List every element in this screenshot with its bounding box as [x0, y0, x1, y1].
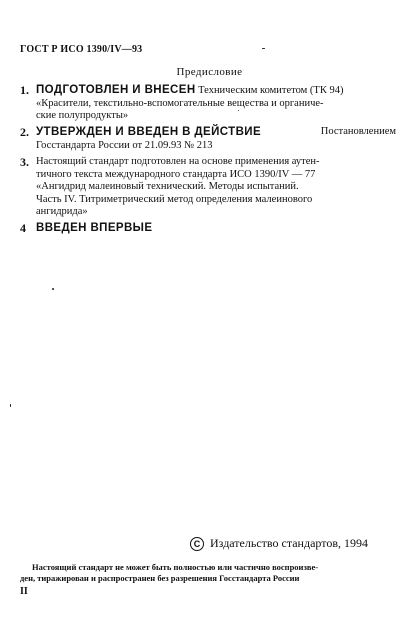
- scan-speck: [10, 404, 11, 407]
- item-number: 1.: [20, 83, 29, 97]
- item-text-line: ангидрида»: [36, 206, 88, 217]
- item-number: 2.: [20, 125, 29, 139]
- document-code: ГОСТ Р ИСО 1390/IV—93: [20, 44, 143, 55]
- copyright-icon: C: [190, 537, 204, 551]
- item-text-line: Часть IV. Титриметрический метод определения малеинового: [36, 193, 313, 205]
- item-text-line: ские полупродукты»: [36, 110, 129, 121]
- item-lead: ВВЕДЕН ВПЕРВЫЕ: [36, 222, 153, 234]
- item-text-line: «Ангидрид малеиновый технический. Методы испытаний.: [36, 181, 299, 192]
- item-text-line: тичного текста международного стандарта ИСО 1390/IV — 77: [36, 168, 316, 180]
- item-number: 3.: [20, 155, 29, 169]
- scan-speck: [262, 48, 265, 49]
- preface-item-4: [20, 222, 396, 236]
- item-number: 4: [20, 221, 26, 235]
- preface-title: Предисловие: [176, 66, 243, 78]
- scan-speck: [52, 288, 54, 290]
- copyright-line: [190, 536, 368, 551]
- preface-item-1: [20, 84, 396, 123]
- notice-line: Настоящий стандарт не может быть полностью или частично воспроизве-: [32, 562, 319, 572]
- item-text-line: «Красители, текстильно-вспомогательные вещества и органиче-: [36, 97, 324, 109]
- preface-item-2: [20, 126, 396, 152]
- item-lead: ПОДГОТОВЛЕН И ВНЕСЕН: [36, 84, 196, 96]
- page-number: II: [20, 586, 28, 597]
- copyright-text: Издательство стандартов, 1994: [210, 536, 368, 550]
- item-text-line: Техническим комитетом (ТК 94): [198, 85, 344, 96]
- scan-speck: [238, 110, 239, 111]
- item-text-line: Настоящий стандарт подготовлен на основе применения аутен-: [36, 156, 320, 167]
- item-lead: УТВЕРЖДЕН И ВВЕДЕН В ДЕЙСТВИЕ: [36, 126, 262, 138]
- notice-line: ден, тиражирован и распространен без разрешения Госстандарта России: [20, 573, 300, 583]
- item-text-line: Постановлением: [320, 126, 396, 137]
- preface-item-3: [20, 156, 396, 219]
- item-text-line: Госстандарта России от 21.09.93 № 213: [36, 139, 213, 151]
- reproduction-notice: [20, 562, 398, 584]
